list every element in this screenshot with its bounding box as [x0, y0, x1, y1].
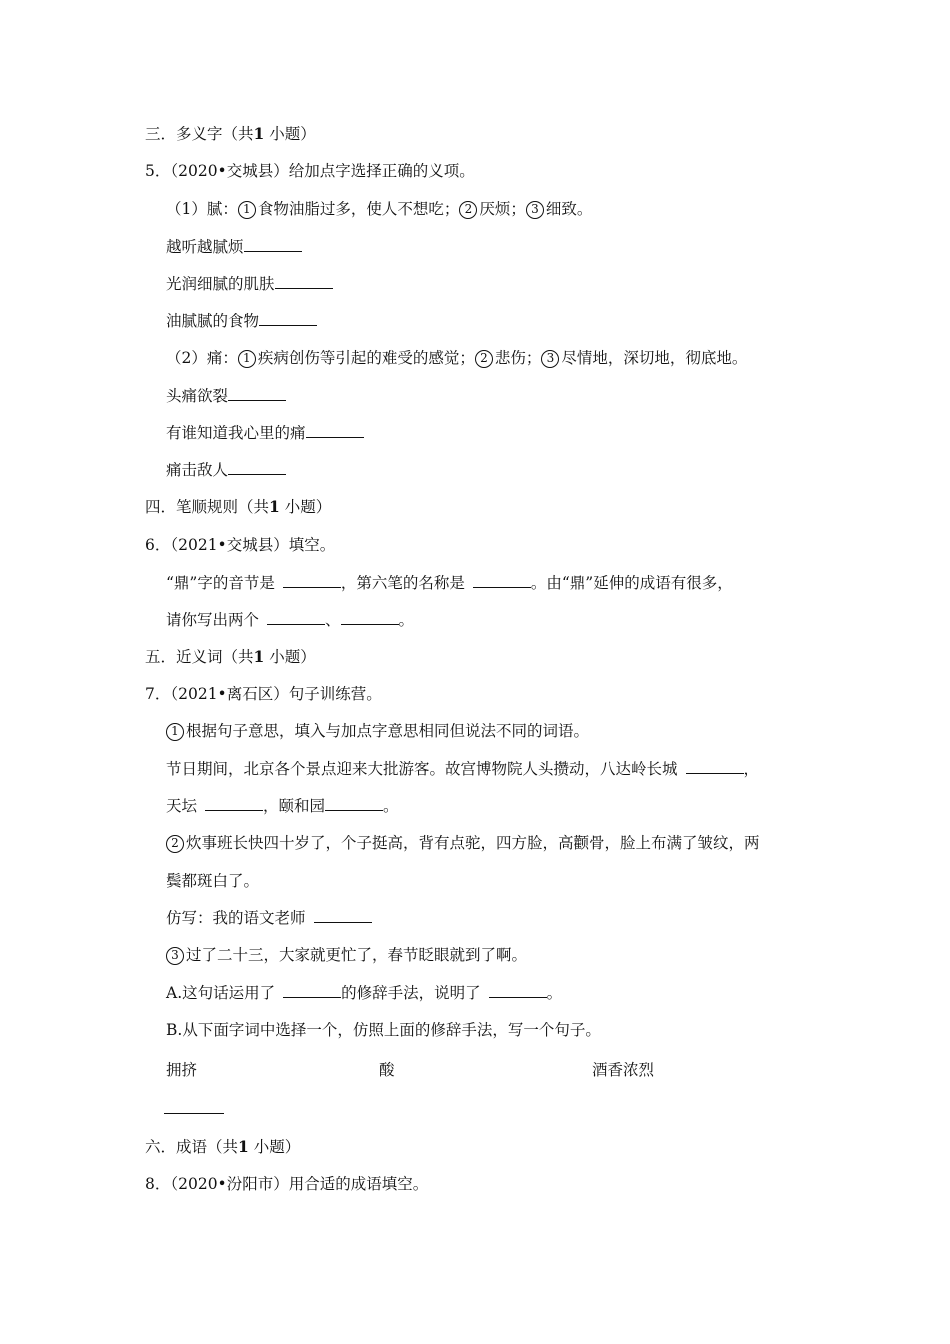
section-4-heading: 四．笔顺规则（共1 小题）: [145, 497, 332, 516]
answer-blank[interactable]: [259, 311, 317, 326]
q5-item-6: 痛击敌人: [166, 460, 286, 480]
q5-part1-definitions: （1）腻： 1 食物油脂过多，使人不想吃； 2 厌烦； 3 细致。: [166, 200, 593, 218]
answer-blank[interactable]: [489, 983, 547, 998]
answer-blank[interactable]: [283, 573, 341, 588]
q7-word-1: 拥挤: [166, 1061, 198, 1079]
question-7-stem: 7．（2021•离石区）句子训练营。: [145, 685, 382, 703]
q7-line-3: 天坛 ，颐和园 。: [166, 797, 399, 815]
answer-blank[interactable]: [325, 796, 383, 811]
answer-blank[interactable]: [314, 908, 372, 923]
q7-part-a: A.这句话运用了 的修辞手法，说明了 。: [166, 984, 563, 1002]
q7-word-2: 酸: [379, 1061, 395, 1079]
answer-blank[interactable]: [283, 983, 341, 998]
answer-blank[interactable]: [244, 237, 302, 252]
answer-blank[interactable]: [164, 1099, 224, 1114]
q5-item-3: 油腻腻的食物: [166, 311, 317, 331]
q7-part-b: B.从下面字词中选择一个，仿照上面的修辞手法，写一个句子。: [166, 1021, 601, 1039]
section-6-heading: 六．成语（共1 小题）: [145, 1137, 301, 1156]
circled-3-icon: 3: [541, 350, 559, 368]
answer-blank[interactable]: [228, 386, 286, 401]
circled-3-icon: 3: [526, 201, 544, 219]
answer-blank[interactable]: [275, 274, 333, 289]
q7-line-2: 节日期间，北京各个景点迎来大批游客。故宫博物院人头攒动，八达岭长城 ，: [166, 760, 760, 778]
q7-instruction-1: 1 根据句子意思，填入与加点字意思相同但说法不同的词语。: [166, 721, 589, 741]
answer-blank[interactable]: [205, 796, 263, 811]
question-8-stem: 8．（2020•汾阳市）用合适的成语填空。: [145, 1175, 429, 1193]
circled-2-icon: 2: [475, 350, 493, 368]
question-5-stem: 5．（2020•交城县）给加点字选择正确的义项。: [145, 162, 475, 180]
answer-blank[interactable]: [228, 460, 286, 475]
q7-instruction-3: 3 过了二十三，大家就更忙了，春节眨眼就到了啊。: [166, 945, 527, 965]
q7-instruction-2-cont: 鬓都斑白了。: [166, 872, 260, 890]
circled-1-icon: 1: [238, 350, 256, 368]
circled-1-icon: 1: [166, 723, 184, 741]
q6-line-1: “鼎”字的音节是 ，第六笔的名称是 。由“鼎”延伸的成语有很多，: [166, 574, 733, 592]
circled-2-icon: 2: [459, 201, 477, 219]
circled-1-icon: 1: [238, 201, 256, 219]
q5-item-4: 头痛欲裂: [166, 386, 286, 406]
circled-2-icon: 2: [166, 835, 184, 853]
q7-imitate: 仿写：我的语文老师: [166, 908, 372, 928]
answer-blank[interactable]: [267, 610, 325, 625]
answer-blank[interactable]: [473, 573, 531, 588]
q7-word-3: 酒香浓烈: [592, 1061, 655, 1079]
answer-blank[interactable]: [341, 610, 399, 625]
q5-item-2: 光润细腻的肌肤: [166, 274, 333, 294]
q5-item-1: 越听越腻烦: [166, 237, 302, 257]
q5-item-5: 有谁知道我心里的痛: [166, 423, 364, 443]
answer-blank[interactable]: [686, 759, 744, 774]
answer-blank[interactable]: [306, 423, 364, 438]
q6-line-2: 请你写出两个 、 。: [166, 611, 415, 629]
section-5-heading: 五．近义词（共1 小题）: [145, 647, 316, 666]
section-3-heading: 三．多义字（共1 小题）: [145, 124, 316, 143]
question-6-stem: 6．（2021•交城县）填空。: [145, 536, 336, 554]
q5-part2-definitions: （2）痛： 1 疾病创伤等引起的难受的感觉； 2 悲伤； 3 尽情地，深切地，彻底地。: [166, 349, 748, 367]
q7-answer-line: [164, 1099, 224, 1119]
circled-3-icon: 3: [166, 947, 184, 965]
q7-instruction-2: 2 炊事班长快四十岁了，个子挺高，背有点驼，四方脸，高颧骨，脸上布满了皱纹，两: [166, 833, 760, 853]
